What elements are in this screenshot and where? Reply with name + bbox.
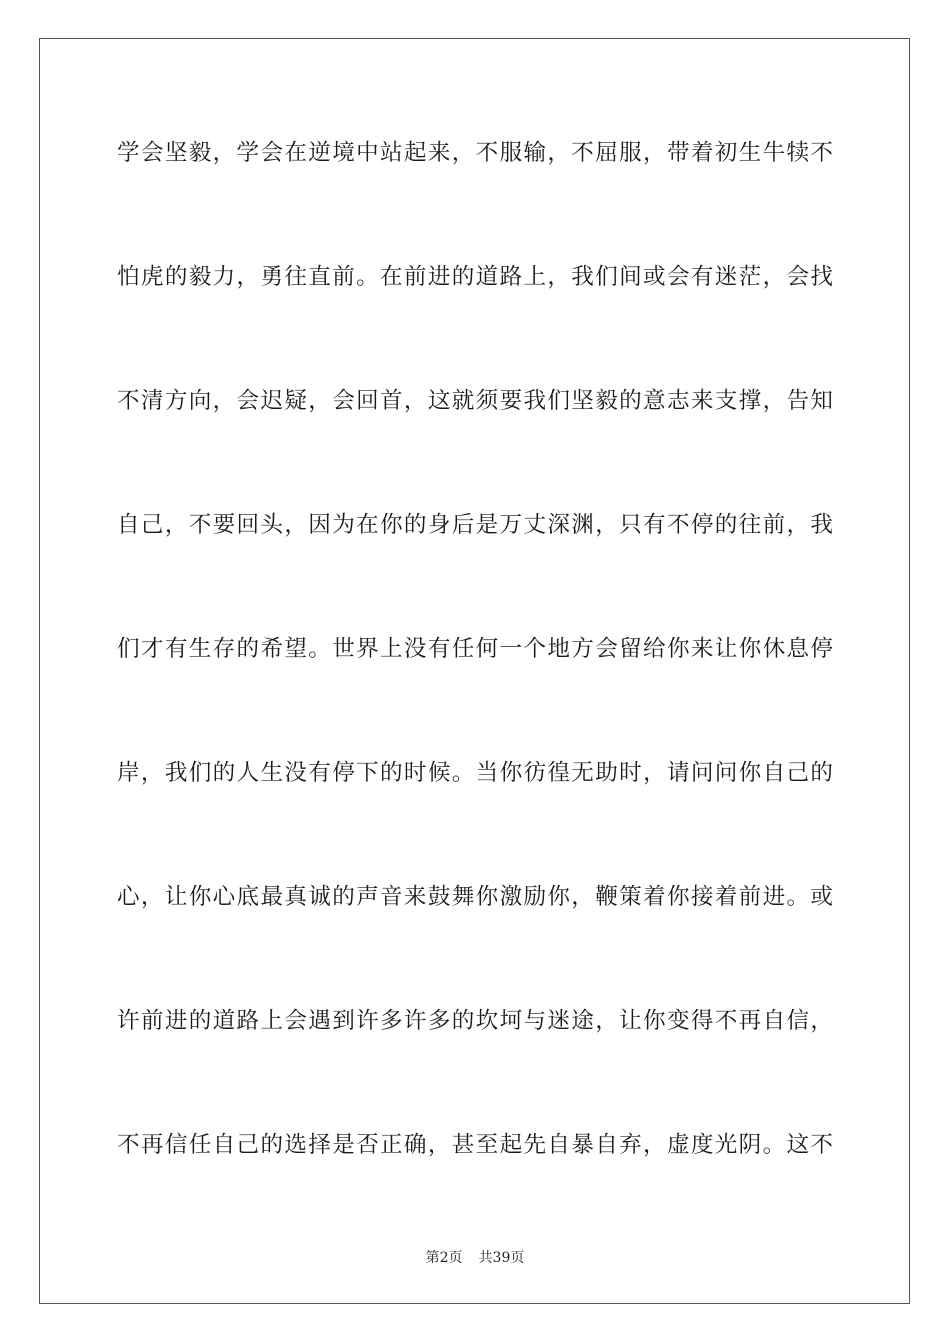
text-line: 不再信任自己的选择是否正确，甚至起先自暴自弃，虚度光阴。这不 bbox=[117, 1132, 833, 1158]
text-line: 怕虎的毅力，勇往直前。在前进的道路上，我们间或会有迷茫，会找 bbox=[117, 264, 833, 290]
document-body bbox=[117, 125, 833, 1241]
text-line: 学会坚毅，学会在逆境中站起来，不服输，不屈服，带着初生牛犊不 bbox=[117, 140, 833, 166]
current-page-number: 第2页 bbox=[425, 1250, 463, 1266]
page-footer bbox=[0, 1248, 950, 1268]
text-line: 岸，我们的人生没有停下的时候。当你彷徨无助时，请问问你自己的 bbox=[117, 760, 833, 786]
text-line: 不清方向，会迟疑，会回首，这就须要我们坚毅的意志来支撑，告知 bbox=[117, 388, 833, 414]
text-line: 自己，不要回头，因为在你的身后是万丈深渊，只有不停的往前，我 bbox=[117, 512, 833, 538]
text-line: 许前进的道路上会遇到许多许多的坎坷与迷途，让你变得不再自信， bbox=[117, 1008, 833, 1034]
text-line: 心，让你心底最真诚的声音来鼓舞你激励你，鞭策着你接着前进。或 bbox=[117, 884, 833, 910]
text-line: 们才有生存的希望。世界上没有任何一个地方会留给你来让你休息停 bbox=[117, 636, 833, 662]
total-page-count: 共39页 bbox=[478, 1250, 525, 1266]
